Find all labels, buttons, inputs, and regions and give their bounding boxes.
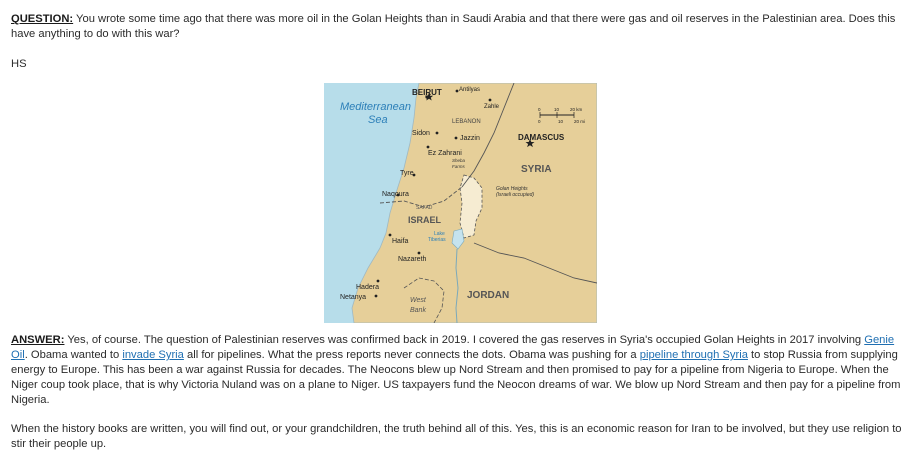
city-jazzin: Jazzin bbox=[460, 135, 480, 142]
answer-text-4: to stop Russia from supplying energy to Europe. This has been a war against Russia for decades. The Neocons blew up Nord Stream and then promised to pay for a pipeline from Nigeria to Europe. When the Niger coup took place, that is why Victoria Nuland was on a plane to Niger. US taxpayers fund the Neocon dreams of war. We blow up Nord Stream and then pay for a pipeline from Nigeria. bbox=[11, 349, 901, 406]
question-text: You wrote some time ago that there was more oil in the Golan Heights than in Saudi Arabia and that there were gas and oil reserves in the Palestinian area. Does this have anything to do with this war? bbox=[11, 13, 896, 40]
city-nazareth: Nazareth bbox=[398, 256, 427, 263]
scale-mi-10: 10 bbox=[558, 119, 564, 124]
golan-label-line1: Golan Heights bbox=[496, 186, 528, 192]
west-bank-line2: Bank bbox=[410, 307, 426, 314]
country-israel: ISRAEL bbox=[408, 215, 442, 225]
scale-km-20: 20 km bbox=[570, 107, 583, 112]
country-jordan: JORDAN bbox=[467, 290, 510, 301]
scale-mi-0: 0 bbox=[538, 119, 541, 124]
shaba-farms-line1: Sheba bbox=[452, 158, 466, 163]
scale-km-0: 0 bbox=[538, 107, 541, 112]
author-initials: HS bbox=[11, 58, 27, 70]
west-bank-line1: West bbox=[410, 297, 426, 304]
city-ez-zahrani: Ez Zahrani bbox=[428, 150, 462, 157]
answer-text-1: Yes, of course. The question of Palestinian reserves was confirmed back in 2019. I covered the gas reserves in Syria's occupied Golan Heights in 2017 involving bbox=[64, 334, 865, 346]
city-naqoura: Naqoura bbox=[382, 191, 409, 198]
city-antilyas: Antilyas bbox=[459, 87, 481, 93]
closing-paragraph: When the history books are written, you will find out, or your grandchildren, the truth behind all of this. Yes, this is an economic reason for Iran to be involved, but they use religion to stir their people up. bbox=[11, 423, 902, 450]
pipeline-through-syria-link[interactable]: pipeline through Syria bbox=[639, 349, 748, 361]
city-haifa: Haifa bbox=[392, 238, 409, 245]
question-label: QUESTION: bbox=[11, 13, 74, 25]
scale-mi-20: 20 mi bbox=[574, 119, 586, 124]
shaba-farms-line2: Farms bbox=[452, 164, 465, 169]
city-sidon: Sidon bbox=[412, 130, 430, 137]
lake-label-line2: Tiberias bbox=[428, 237, 446, 243]
sea-label-line2: Sea bbox=[368, 114, 388, 126]
region-map bbox=[324, 83, 597, 323]
sea-label-line1: Mediterranean bbox=[340, 101, 411, 113]
genie-oil-link[interactable]: Genie Oil bbox=[11, 334, 895, 361]
city-hadera: Hadera bbox=[356, 284, 379, 291]
answer-paragraph bbox=[11, 333, 911, 408]
country-syria: SYRIA bbox=[521, 164, 552, 175]
invade-syria-link[interactable]: invade Syria bbox=[122, 349, 184, 361]
city-beirut: BEIRUT bbox=[412, 88, 442, 97]
city-damascus: DAMASCUS bbox=[518, 133, 565, 142]
city-tyre: Tyre bbox=[400, 170, 414, 177]
scale-km-10: 10 bbox=[554, 107, 560, 112]
question-paragraph bbox=[11, 12, 911, 42]
country-lebanon: LEBANON bbox=[452, 119, 481, 125]
golan-label-line2: (Israeli occupied) bbox=[496, 192, 535, 198]
answer-text-2: . Obama wanted to bbox=[24, 349, 123, 361]
lake-label-line1: Lake bbox=[434, 231, 445, 237]
answer-text-3: all for pipelines. What the press reports never connects the dots. Obama was pushing for a bbox=[183, 349, 640, 361]
answer-label: ANSWER: bbox=[11, 334, 65, 346]
city-safad: SAFAD bbox=[416, 205, 433, 211]
city-zahle: Zahle bbox=[484, 104, 500, 110]
city-netanya: Netanya bbox=[340, 294, 367, 301]
